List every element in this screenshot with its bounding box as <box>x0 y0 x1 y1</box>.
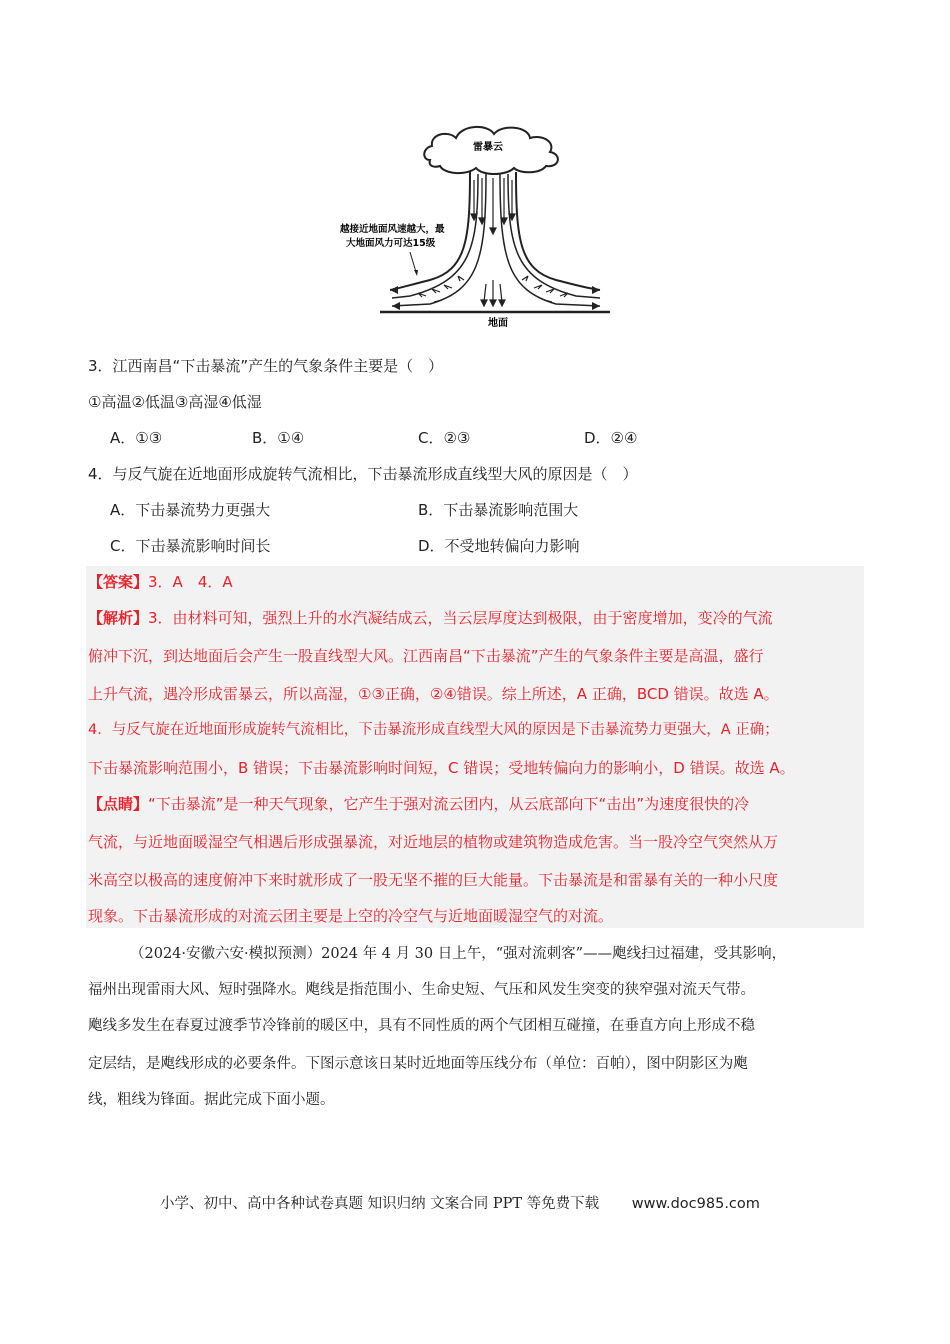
q4-stem: 4．与反气旋在近地面形成旋转气流相比，下击暴流形成直线型大风的原因是（ ） <box>88 465 638 483</box>
analysis-line5: 下击暴流影响范围小，B 错误；下击暴流影响时间短，C 错误；受地转偏向力的影响小，D 错误。故选 A。 <box>88 759 795 777</box>
tip-line1: 【点睛】“下击暴流”是一种天气现象，它产生于强对流云团内，从云底部向下“击出”为速度很快的冷 <box>88 795 750 813</box>
tip-line4: 现象。下击暴流形成的对流云团主要是上空的冷空气与近地面暖湿空气的对流。 <box>88 907 614 925</box>
analysis-line2: 俯冲下沉，到达地面后会产生一股直线型大风。江西南昌“下击暴流”产生的气象条件主要是高温，盛行 <box>88 647 764 665</box>
q4-option-d: D．不受地转偏向力影响 <box>418 537 580 555</box>
tip-line2: 气流，与近地面暖湿空气相遇后形成强暴流，对近地层的植物或建筑物造成危害。当一股冷空气突然从万 <box>88 833 779 851</box>
q3-option-a: A．①③ <box>110 429 163 447</box>
q3-option-d: D．②④ <box>584 429 638 447</box>
analysis-line4: 4．与反气旋在近地面形成旋转气流相比，下击暴流形成直线型大风的原因是下击暴流势力更强大，A 正确； <box>88 722 779 738</box>
passage-line3: 飑线多发生在春夏过渡季节冷锋前的暖区中，具有不同性质的两个气团相互碰撞，在垂直方向上形成不稳 <box>88 1018 755 1034</box>
tip-label: 【点睛】 <box>88 795 149 813</box>
q4-option-c: C．下击暴流影响时间长 <box>110 537 271 555</box>
downburst-diagram <box>340 120 620 330</box>
ground-label: 地面 <box>488 318 508 329</box>
q4-option-a: A．下击暴流势力更强大 <box>110 501 271 519</box>
footer-url[interactable]: www.doc985.com <box>631 1196 760 1212</box>
annotation-line2: 大地面风力可达15级 <box>346 238 436 249</box>
q3-option-c: C．②③ <box>418 429 471 447</box>
answer-label: 【答案】 <box>88 573 149 591</box>
annotation-line1: 越接近地面风速越大，最 <box>340 224 445 235</box>
q3-stem: 3．江西南昌“下击暴流”产生的气象条件主要是（ ） <box>88 357 444 375</box>
analysis-line1: 【解析】3．由材料可知，强烈上升的水汽凝结成云，当云层厚度达到极限，由于密度增加，变冷的气流 <box>88 609 773 627</box>
passage-line5: 线，粗线为锋面。据此完成下面小题。 <box>88 1092 335 1108</box>
footer-text: 小学、初中、高中各种试卷真题 知识归纳 文案合同 PPT 等免费下载 <box>160 1196 600 1212</box>
passage-line4: 定层结，是飑线形成的必要条件。下图示意该日某时近地面等压线分布（单位：百帕），图中阴影区为飑 <box>88 1056 748 1072</box>
passage-line2: 福州出现雷雨大风、短时强降水。飑线是指范围小、生命史短、气压和风发生突变的狭窄强对流天气带。 <box>88 982 755 998</box>
cloud-label: 雷暴云 <box>473 142 503 153</box>
q3-conditions: ①高温②低温③高湿④低湿 <box>88 393 262 411</box>
q4-option-b: B．下击暴流影响范围大 <box>418 501 579 519</box>
analysis-label: 【解析】 <box>88 609 149 627</box>
tip-line3: 米高空以极高的速度俯冲下来时就形成了一股无坚不摧的巨大能量。下击暴流是和雷暴有关的一种小尺度 <box>88 871 779 889</box>
analysis-line3: 上升气流，遇冷形成雷暴云，所以高湿，①③正确，②④错误。综上所述，A 正确，BCD 错误。故选 A。 <box>88 685 779 703</box>
answer-text: 3．A 4．A <box>148 573 233 591</box>
q3-option-b: B．①④ <box>252 429 305 447</box>
answer-line <box>88 572 233 592</box>
footer <box>160 1192 760 1213</box>
passage-line1: （2024·安徽六安·模拟预测）2024 年 4 月 30 日上午，“强对流刺客”——飑线扫过福建，受其影响， <box>130 946 787 962</box>
